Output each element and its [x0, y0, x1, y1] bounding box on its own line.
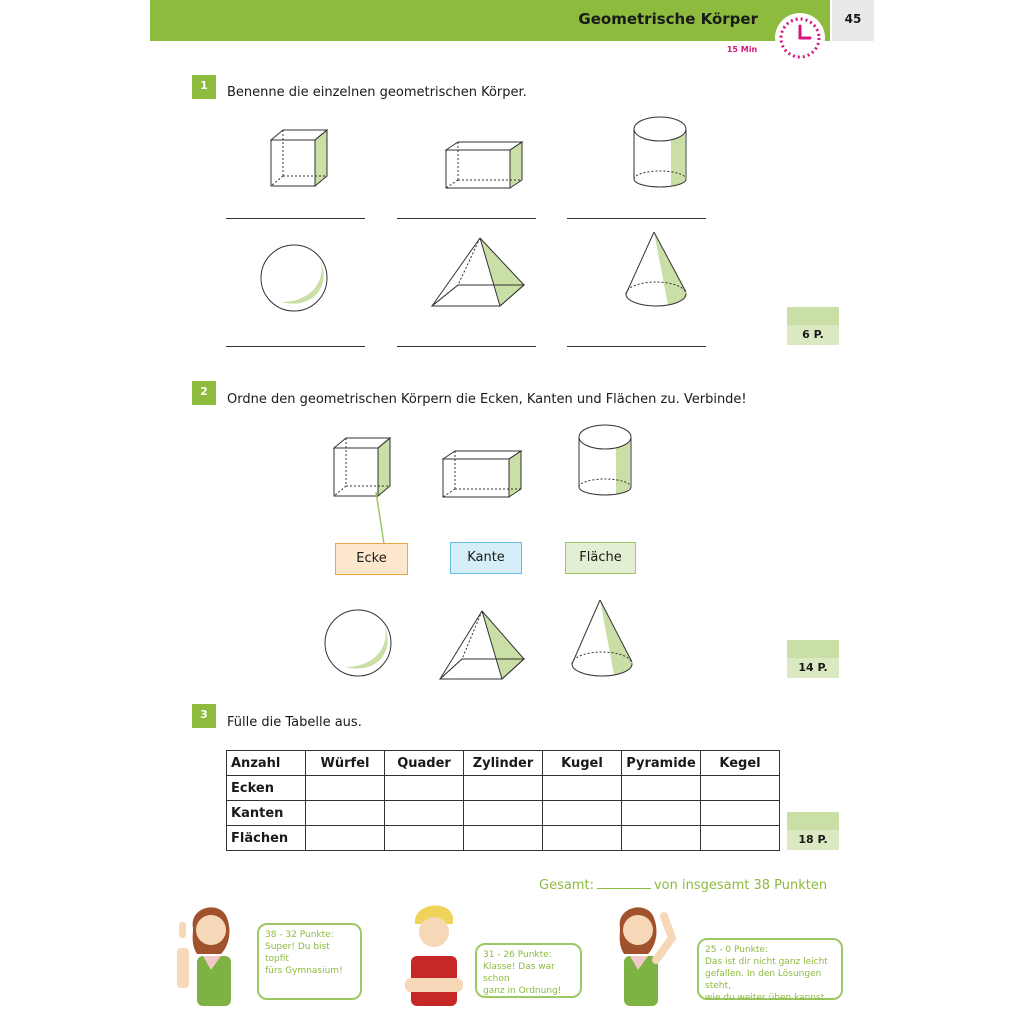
- label-flaeche[interactable]: Fläche: [565, 542, 636, 574]
- bubble-text: wie du weiter üben kannst.: [705, 993, 828, 1003]
- cone-shape: [568, 596, 638, 686]
- answer-line[interactable]: [226, 218, 365, 219]
- column-header: Kugel: [543, 751, 622, 776]
- table-cell[interactable]: [622, 776, 701, 801]
- solids-table: [226, 750, 780, 851]
- score-label: 18 P.: [787, 830, 839, 850]
- table-cell[interactable]: [385, 801, 464, 826]
- table-cell[interactable]: [701, 826, 780, 851]
- cube-shape: [265, 120, 345, 200]
- answer-line[interactable]: [397, 218, 536, 219]
- row-header: Flächen: [227, 826, 306, 851]
- label-kante[interactable]: Kante: [450, 542, 522, 574]
- page-title: Geometrische Körper: [578, 10, 758, 28]
- speech-bubble: [257, 923, 362, 1000]
- score-box-task1: [787, 307, 839, 345]
- table-cell[interactable]: [622, 826, 701, 851]
- column-header: Quader: [385, 751, 464, 776]
- task1-instruction: Benenne die einzelnen geometrischen Körper.: [227, 85, 527, 100]
- sphere-shape: [320, 605, 400, 685]
- table-cell[interactable]: [622, 801, 701, 826]
- cylinder-shape: [570, 415, 640, 505]
- girl-thinking-illustration: [598, 898, 688, 1008]
- table-cell[interactable]: [543, 826, 622, 851]
- bubble-text: Das ist dir nicht ganz leicht: [705, 957, 828, 967]
- task-number-3: 3: [192, 704, 216, 728]
- table-row: [227, 776, 780, 801]
- clock-icon: [770, 8, 830, 68]
- bubble-text: ganz in Ordnung!: [483, 986, 562, 996]
- score-label: 6 P.: [787, 325, 839, 345]
- total-input[interactable]: [597, 888, 651, 889]
- cylinder-shape: [625, 105, 695, 195]
- bubble-text: fürs Gymnasium!: [265, 966, 343, 976]
- table-cell[interactable]: [464, 801, 543, 826]
- table-cell[interactable]: [464, 776, 543, 801]
- table-cell[interactable]: [701, 801, 780, 826]
- pyramid-shape: [436, 605, 536, 685]
- speech-bubble: [475, 943, 582, 998]
- score-box-task2: [787, 640, 839, 678]
- total-label: Gesamt:: [539, 878, 594, 893]
- cuboid-shape: [437, 445, 527, 505]
- table-row: [227, 826, 780, 851]
- task-number-1: 1: [192, 75, 216, 99]
- row-header: Ecken: [227, 776, 306, 801]
- connection-line: [370, 490, 410, 550]
- table-header-row: [227, 751, 780, 776]
- girl-thumbs-up-illustration: [175, 898, 255, 1008]
- answer-line[interactable]: [567, 218, 706, 219]
- boy-arms-crossed-illustration: [395, 898, 475, 1008]
- answer-line[interactable]: [397, 346, 536, 347]
- table-cell[interactable]: [306, 776, 385, 801]
- bubble-text: gefallen. In den Lösungen steht,: [705, 969, 822, 991]
- cone-shape: [622, 228, 692, 318]
- speech-bubble: [697, 938, 843, 1003]
- page-number: 45: [844, 12, 862, 26]
- table-cell[interactable]: [543, 776, 622, 801]
- column-header: Würfel: [306, 751, 385, 776]
- table-cell[interactable]: [464, 826, 543, 851]
- label-ecke[interactable]: Ecke: [335, 543, 408, 575]
- score-input[interactable]: [787, 640, 839, 658]
- table-cell[interactable]: [385, 776, 464, 801]
- bubble-title: 25 - 0 Punkte:: [705, 945, 768, 955]
- score-label: 14 P.: [787, 658, 839, 678]
- task-number-2: 2: [192, 381, 216, 405]
- bubble-title: 31 - 26 Punkte:: [483, 950, 552, 960]
- bubble-text: Klasse! Das war schon: [483, 962, 555, 984]
- column-header: Pyramide: [622, 751, 701, 776]
- table-row: [227, 801, 780, 826]
- answer-line[interactable]: [226, 346, 365, 347]
- bubble-title: 38 - 32 Punkte:: [265, 930, 334, 940]
- total-suffix: von insgesamt 38 Punkten: [653, 878, 828, 893]
- score-input[interactable]: [787, 307, 839, 325]
- table-cell[interactable]: [306, 826, 385, 851]
- table-cell[interactable]: [385, 826, 464, 851]
- column-header: Anzahl: [227, 751, 306, 776]
- sphere-shape: [255, 240, 335, 320]
- score-input[interactable]: [787, 812, 839, 830]
- column-header: Kegel: [701, 751, 780, 776]
- task2-instruction: Ordne den geometrischen Körpern die Ecken, Kanten und Flächen zu. Verbinde!: [227, 392, 747, 407]
- row-header: Kanten: [227, 801, 306, 826]
- total-score-line: [539, 878, 827, 893]
- bubble-text: Super! Du bist topfit: [265, 942, 330, 964]
- table-cell[interactable]: [306, 801, 385, 826]
- score-box-task3: [787, 812, 839, 850]
- column-header: Zylinder: [464, 751, 543, 776]
- task3-instruction: Fülle die Tabelle aus.: [227, 715, 362, 730]
- pyramid-shape: [428, 230, 528, 310]
- table-cell[interactable]: [701, 776, 780, 801]
- table-cell[interactable]: [543, 801, 622, 826]
- timer-label: 15 Min: [726, 45, 758, 54]
- cuboid-shape: [440, 135, 530, 195]
- answer-line[interactable]: [567, 346, 706, 347]
